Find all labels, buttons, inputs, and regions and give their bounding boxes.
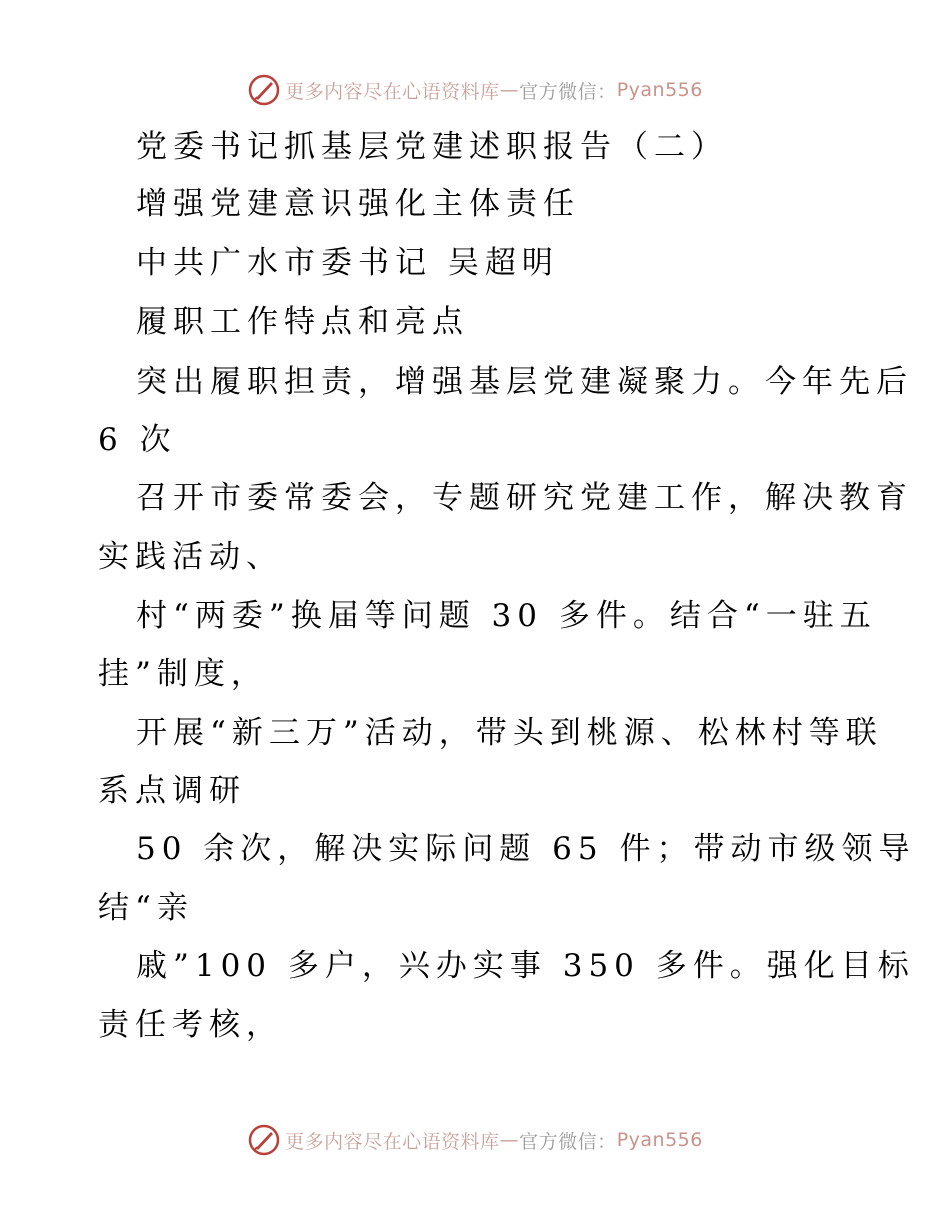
watermark-label: 官方微信： [519,80,617,103]
watermark-id: Pyan556 [616,79,703,101]
document-title: 党委书记抓基层党建述职报告（二） [136,129,728,165]
watermark-label: 官方微信： [519,1130,617,1153]
header-watermark [0,70,950,110]
paragraph-line: 召开市委常委会，专题研究党建工作，解决教育 [136,480,913,516]
paragraph-line: 开展“新三万”活动，带头到桃源、松林村等联 [136,715,883,751]
section-heading: 履职工作特点和亮点 [136,304,469,340]
watermark-id: Pyan556 [616,1129,703,1151]
paragraph-line: 结“亲 [98,890,194,926]
paragraph-line: 6 次 [98,422,177,458]
watermark-main-text: 更多内容尽在心语资料库 [285,1130,500,1153]
paragraph-line: 系点调研 [98,773,246,809]
paragraph-line: 实践活动、 [98,539,283,575]
quill-logo-icon [247,73,281,107]
paragraph-line: 村“两委”换届等问题 30 多件。结合“一驻五 [136,598,877,634]
paragraph-line: 戚”100 多户，兴办实事 350 多件。强化目标 [136,948,915,984]
watermark-dash: — [499,1129,520,1151]
paragraph-line: 突出履职担责，增强基层党建凝聚力。今年先后 [136,364,913,400]
watermark-dash: — [499,79,520,101]
document-subtitle: 增强党建意识强化主体责任 [136,186,580,222]
paragraph-line: 50 余次，解决实际问题 65 件；带动市级领导 [136,831,916,867]
quill-logo-icon [247,1123,281,1157]
paragraph-line: 责任考核， [98,1007,283,1043]
footer-watermark [0,1120,950,1160]
document-author: 中共广水市委书记 吴超明 [136,245,559,281]
watermark-main-text: 更多内容尽在心语资料库 [285,80,500,103]
paragraph-line: 挂”制度， [98,656,268,692]
